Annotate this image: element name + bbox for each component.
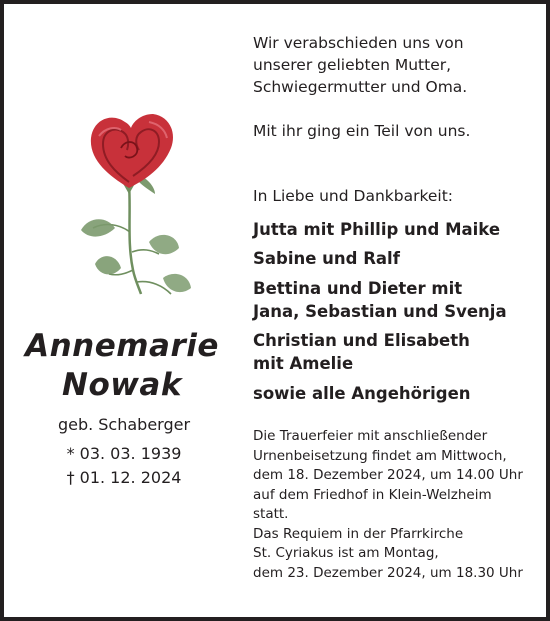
family-line-3b: Jana, Sebastian und Svenja: [253, 302, 507, 321]
family-line-2: Sabine und Ralf: [253, 249, 400, 268]
service-line-3: dem 18. Dezember 2024, um 14.00 Uhr: [253, 467, 523, 483]
gratitude-line: In Liebe und Dankbarkeit:: [253, 187, 454, 205]
deceased-last-name: Nowak: [62, 367, 182, 403]
service-line-7: St. Cyriakus ist am Montag,: [253, 545, 439, 561]
service-line-1: Die Trauerfeier mit anschließender: [253, 428, 488, 444]
service-line-4: auf dem Friedhof in Klein-Welzheim: [253, 487, 492, 503]
family-line-5: sowie alle Angehörigen: [253, 384, 471, 403]
family-line-3a: Bettina und Dieter mit: [253, 279, 463, 298]
deceased-first-name: Annemarie: [25, 328, 219, 364]
service-line-6: Das Requiem in der Pfarrkirche: [253, 526, 464, 542]
birth-date: * 03. 03. 1939: [66, 444, 182, 463]
service-line-2: Urnenbeisetzung findet am Mittwoch,: [253, 448, 507, 464]
family-line-1: Jutta mit Phillip und Maike: [253, 220, 501, 239]
service-line-5: statt.: [253, 506, 289, 522]
intro-line-1: Wir verabschieden uns von: [253, 34, 464, 52]
family-line-4b: mit Amelie: [253, 354, 354, 373]
birth-name: geb. Schaberger: [57, 415, 191, 434]
service-line-8: dem 23. Dezember 2024, um 18.30 Uhr: [253, 565, 523, 581]
rose-icon: [59, 102, 199, 302]
intro-line-4: Mit ihr ging ein Teil von uns.: [253, 122, 471, 140]
intro-line-3: Schwiegermutter und Oma.: [253, 78, 468, 96]
intro-line-2: unserer geliebten Mutter,: [253, 56, 452, 74]
family-line-4a: Christian und Elisabeth: [253, 331, 470, 350]
death-date: † 01. 12. 2024: [66, 468, 182, 487]
